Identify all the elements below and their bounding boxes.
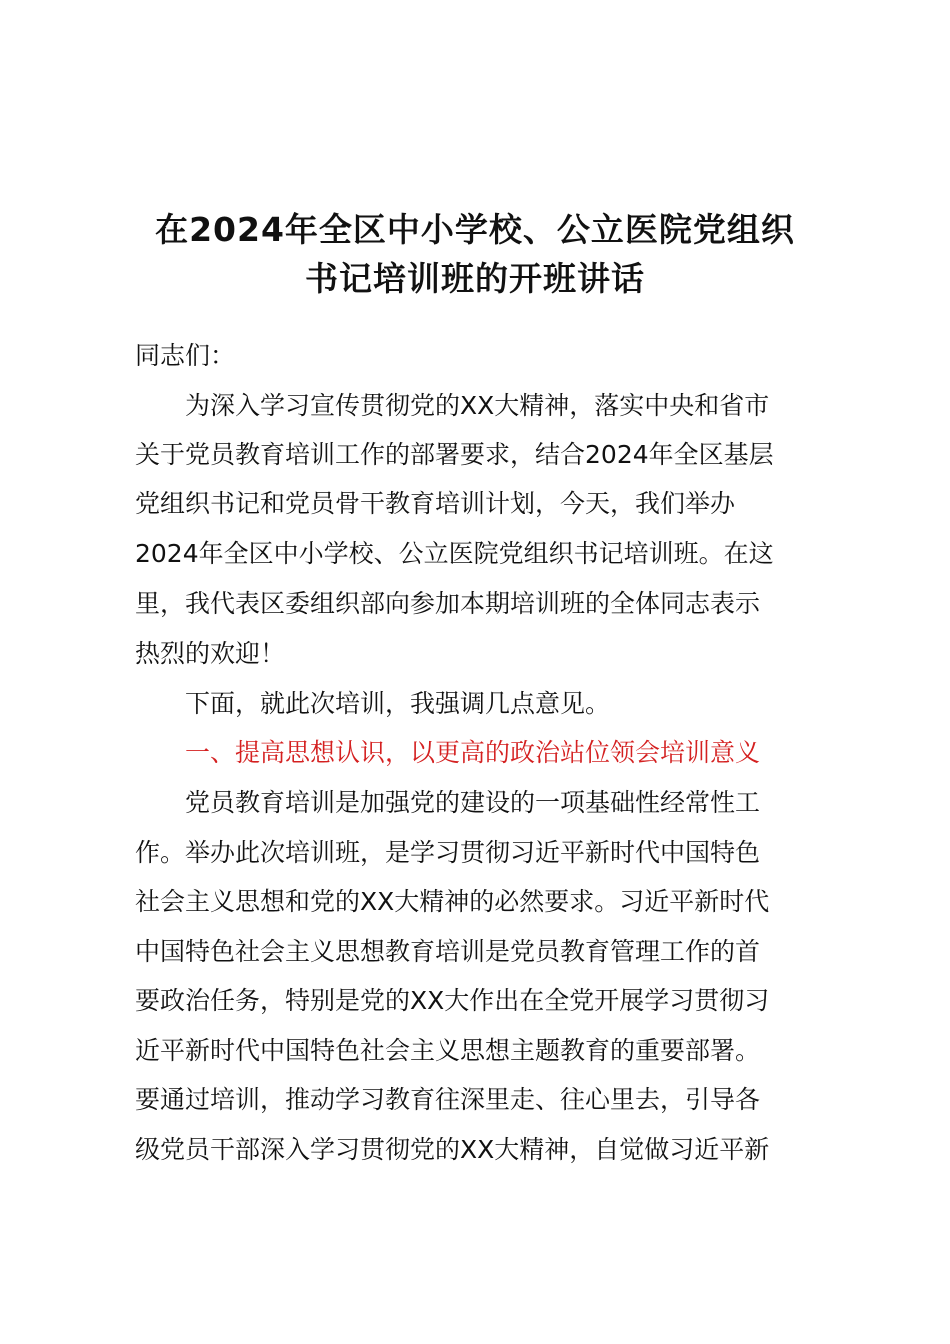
document-title-line-1: 在2024年全区中小学校、公立医院党组织 <box>155 210 795 249</box>
body-line: 2024年全区中小学校、公立医院党组织书记培训班。在这 <box>135 539 774 568</box>
body-line: 党员教育培训是加强党的建设的一项基础性经常性工 <box>135 788 761 817</box>
body-line: 要政治任务，特别是党的XX大作出在全党开展学习贯彻习 <box>135 986 770 1015</box>
body-line: 为深入学习宣传贯彻党的XX大精神，落实中央和省市 <box>135 391 770 420</box>
section-heading-1: 一、提高思想认识，以更高的政治站位领会培训意义 <box>135 738 761 767</box>
body-line: 作。举办此次培训班，是学习贯彻习近平新时代中国特色 <box>135 838 761 867</box>
body-line: 社会主义思想和党的XX大精神的必然要求。习近平新时代 <box>135 887 770 916</box>
document-title-line-2: 书记培训班的开班讲话 <box>305 259 645 298</box>
body-line: 党组织书记和党员骨干教育培训计划，今天，我们举办 <box>135 489 736 518</box>
body-line: 里，我代表区委组织部向参加本期培训班的全体同志表示 <box>135 589 761 618</box>
body-line: 热烈的欢迎！ <box>135 639 286 668</box>
body-line: 关于党员教育培训工作的部署要求，结合2024年全区基层 <box>135 440 774 469</box>
body-line: 级党员干部深入学习贯彻党的XX大精神，自觉做习近平新 <box>135 1135 770 1164</box>
body-line: 近平新时代中国特色社会主义思想主题教育的重要部署。 <box>135 1036 761 1065</box>
body-line: 中国特色社会主义思想教育培训是党员教育管理工作的首 <box>135 937 761 966</box>
salutation: 同志们： <box>135 341 236 370</box>
body-line: 要通过培训，推动学习教育往深里走、往心里去，引导各 <box>135 1085 761 1114</box>
body-line: 下面，就此次培训，我强调几点意见。 <box>135 689 611 718</box>
